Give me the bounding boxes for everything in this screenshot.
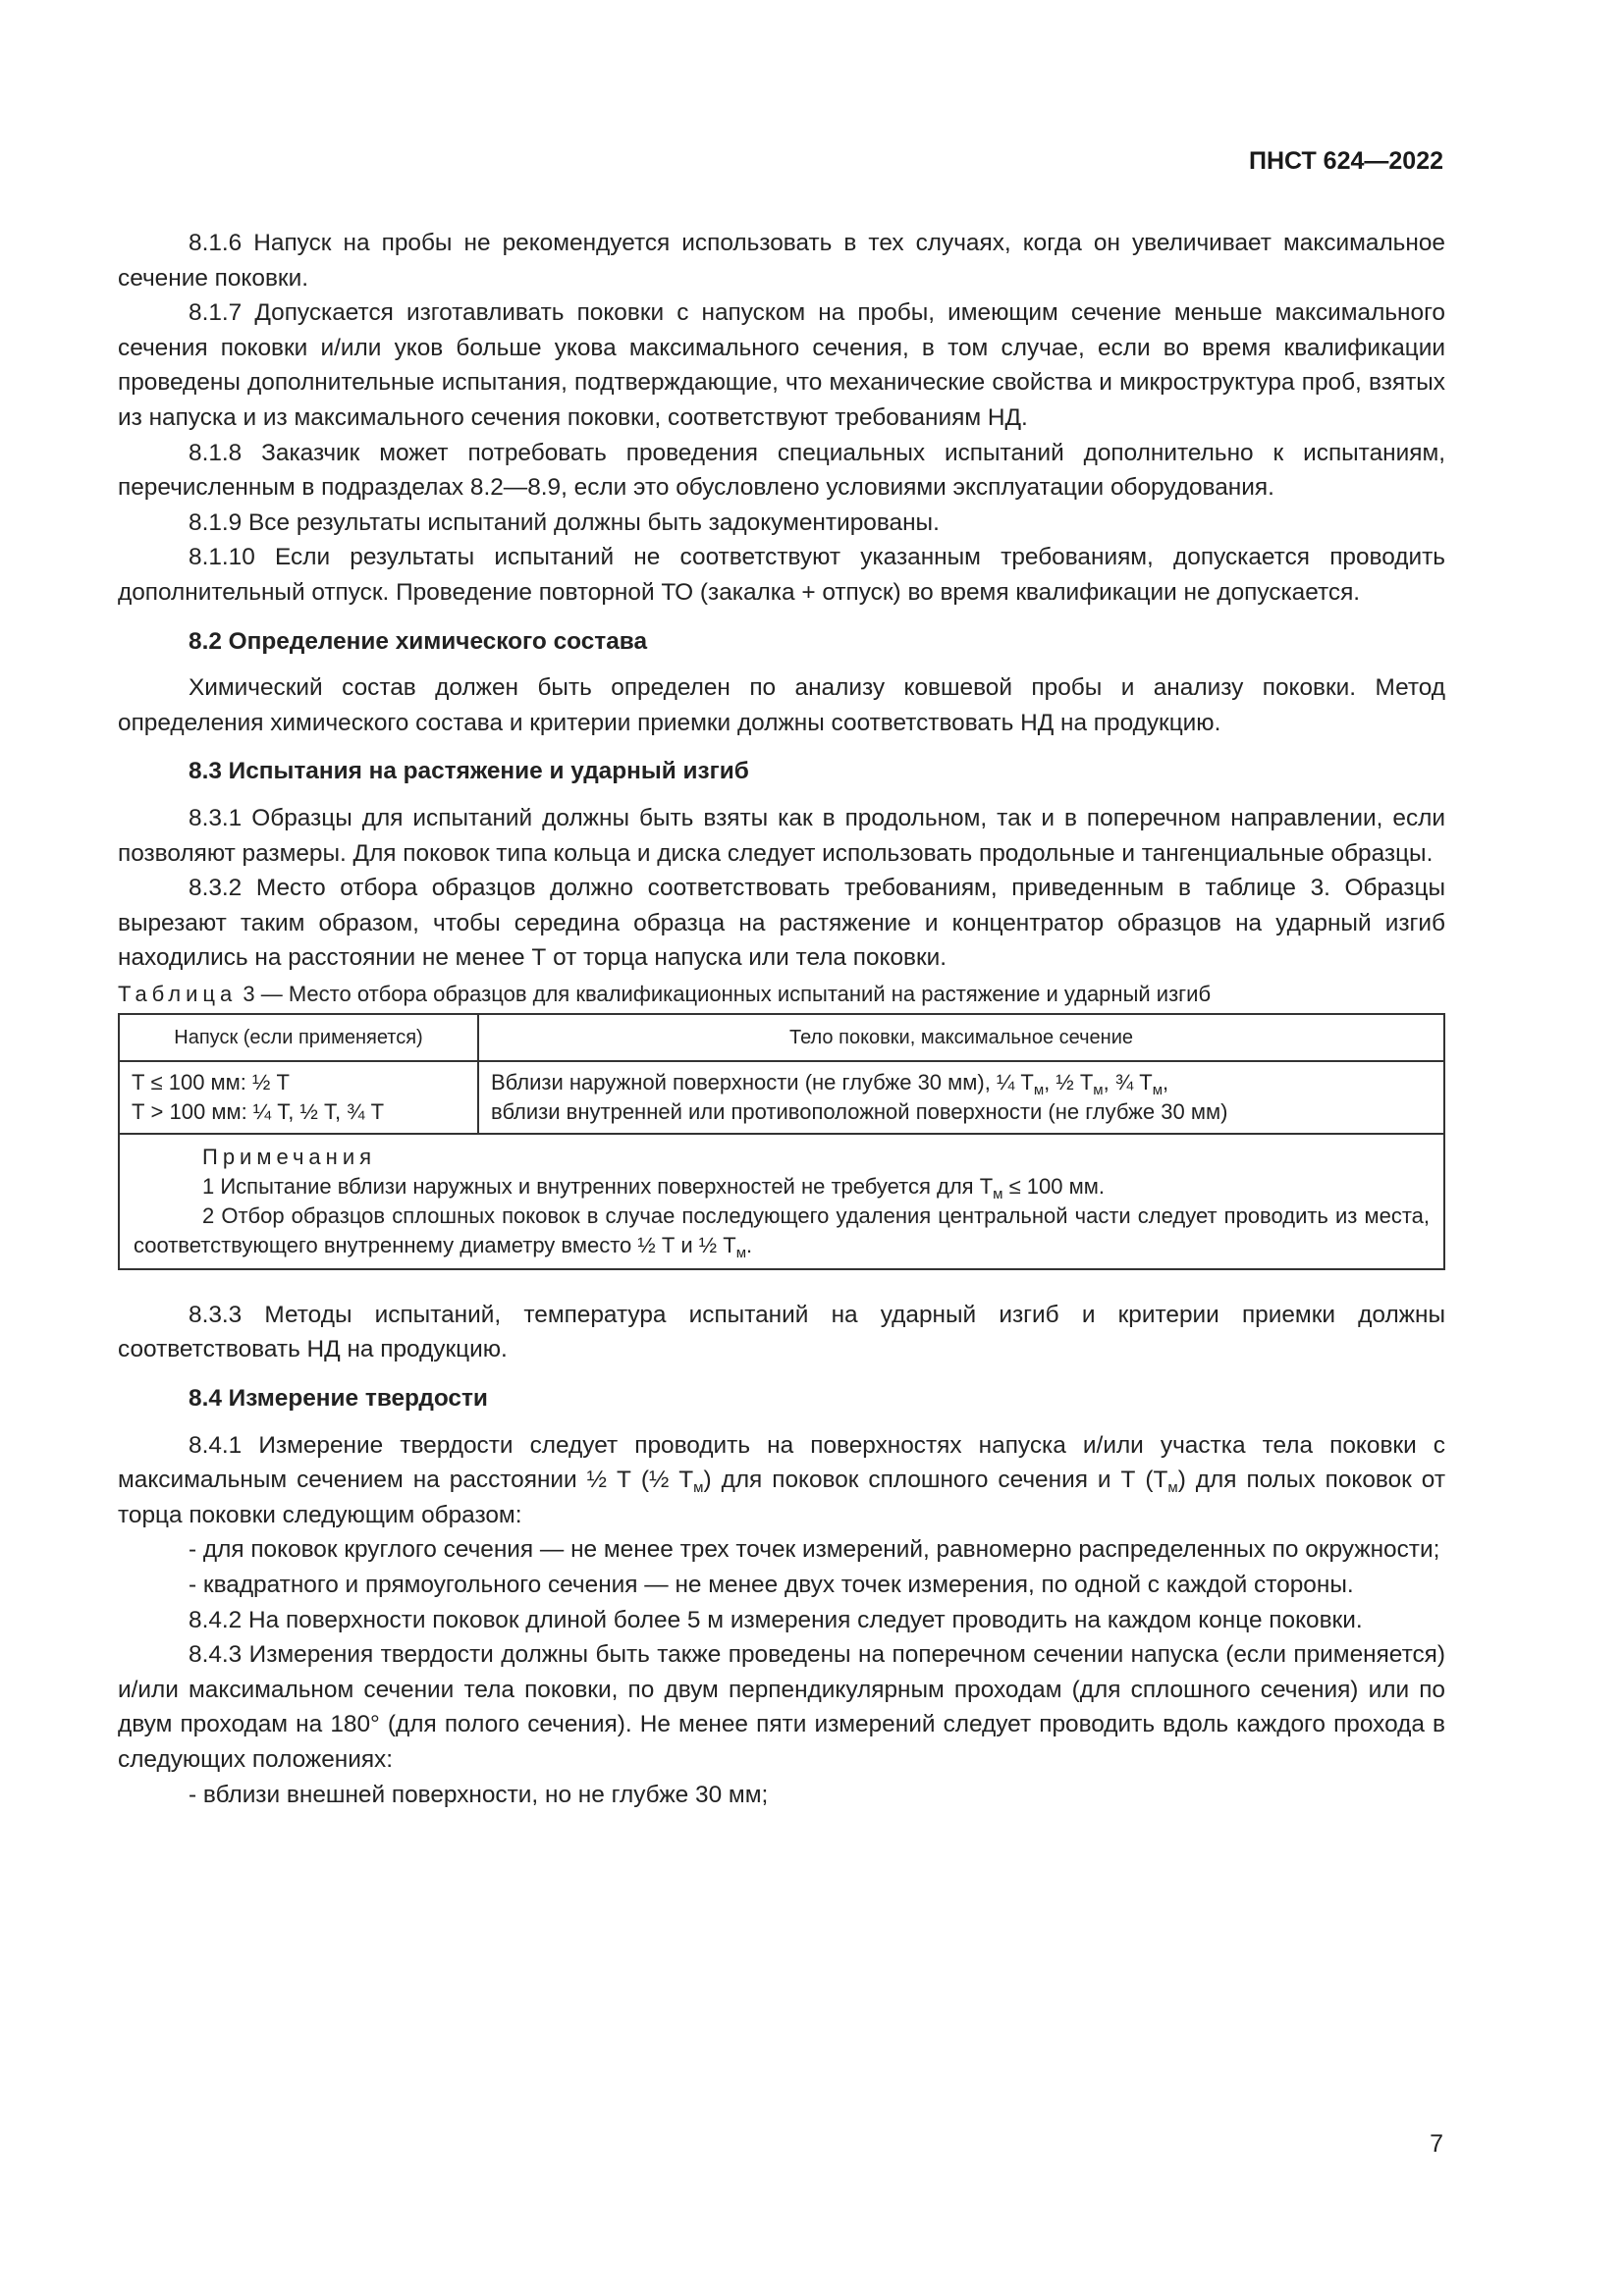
- paragraph-8-3-3: 8.3.3 Методы испытаний, температура испытаний на ударный изгиб и критерии приемки должны соответствовать НД на продукцию.: [118, 1301, 1445, 1363]
- page-number: 7: [1430, 2130, 1443, 2158]
- paragraph-8-2: Химический состав должен быть определен по анализу ковшевой пробы и анализу поковки. Метод определения химического состава и критерии приемки должны соответствовать НД на продукцию.: [118, 674, 1445, 736]
- table-header-allowance: Напуск (если применяется): [119, 1014, 478, 1061]
- table-caption-text: 3 — Место отбора образцов для квалификационных испытаний на растяжение и ударный изгиб: [243, 981, 1212, 1006]
- table-row: [119, 1061, 1444, 1134]
- notes-heading: Примечания: [202, 1144, 377, 1169]
- table-header-row: [119, 1014, 1444, 1061]
- allowance-line-1: Т ≤ 100 мм: ½ Т: [132, 1069, 290, 1095]
- section-heading-8-3: 8.3 Испытания на растяжение и ударный изгиб: [189, 758, 749, 785]
- table-caption: [118, 980, 1445, 1009]
- forging-body-line-2: вблизи внутренней или противоположной поверхности (не глубже 30 мм): [491, 1098, 1228, 1124]
- table-cell-allowance: [119, 1061, 478, 1134]
- page-content: [118, 226, 1445, 1812]
- table-notes-row: [119, 1134, 1444, 1269]
- paragraph-8-1-10: 8.1.10 Если результаты испытаний не соответствуют указанным требованиям, допускается проводить дополнительный отпуск. Проведение повторной ТО (закалка + отпуск) во время квалификации не допускается.: [118, 544, 1445, 606]
- paragraph-8-1-7: 8.1.7 Допускается изготавливать поковки с напуском на пробы, имеющим сечение меньше максимального сечения поковки и/или уков больше укова максимального сечения, в том случае, если во время квалификации проведены дополнительные испытания, подтверждающие, что механические свойства и микроструктура проб, взятых из напуска и из максимального сечения поковки, соответствуют требованиям НД.: [118, 299, 1445, 431]
- table-cell-forging-body: [478, 1061, 1444, 1134]
- paragraph-8-1-8: 8.1.8 Заказчик может потребовать проведения специальных испытаний дополнительно к испытаниям, перечисленным в подразделах 8.2—8.9, если это обусловлено условиями эксплуатации оборудования.: [118, 439, 1445, 502]
- paragraph-8-1-6: 8.1.6 Напуск на пробы не рекомендуется использовать в тех случаях, когда он увеличивает максимальное сечение поковки.: [118, 230, 1445, 292]
- table-caption-word: Таблица: [118, 981, 238, 1006]
- paragraph-8-4-3: 8.4.3 Измерения твердости должны быть также проведены на поперечном сечении напуска (если применяется) и/или максимальном сечении тела поковки, по двум перпендикулярным проходам (для сплошного сечения) или по двум проходам на 180° (для полого сечения). Не менее пяти измерений следует проводить вдоль каждого прохода в следующих положениях:: [118, 1641, 1445, 1773]
- list-item-rectangular-section: - квадратного и прямоугольного сечения — не менее двух точек измерения, по одной с каждой стороны.: [189, 1572, 1354, 1599]
- section-heading-8-2: 8.2 Определение химического состава: [189, 627, 648, 655]
- paragraph-8-1-9: 8.1.9 Все результаты испытаний должны быть задокументированы.: [189, 508, 940, 536]
- forging-body-line-1: Вблизи наружной поверхности (не глубже 30 мм), ¼ $Т_м$, ½ $Т_м$, ¾ $Т_м$,: [491, 1069, 1169, 1098]
- paragraph-8-3-1: 8.3.1 Образцы для испытаний должны быть взяты как в продольном, так и в поперечном направлении, если позволяют размеры. Для поковок типа кольца и диска следует использовать продольные и тангенциальные образцы.: [118, 804, 1445, 867]
- section-heading-8-4: 8.4 Измерение твердости: [189, 1385, 488, 1413]
- paragraph-8-4-1: 8.4.1 Измерение твердости следует проводить на поверхностях напуска и/или участка тела поковки с максимальным сечением на расстоянии ½ Т (½ $Т_м$) для поковок сплошного сечения и Т $(Т_м)$ для полых поковок от торца поковки следующим образом:: [118, 1431, 1445, 1528]
- paragraph-8-4-2: 8.4.2 На поверхности поковок длиной более 5 м измерения следует проводить на каждом конце поковки.: [189, 1606, 1363, 1633]
- table-header-forging-body: Тело поковки, максимальное сечение: [478, 1014, 1444, 1061]
- paragraph-8-3-2: 8.3.2 Место отбора образцов должно соответствовать требованиям, приведенным в таблице 3. Образцы вырезают таким образом, чтобы середина образца на растяжение и концентратор образцов на ударный изгиб находились на расстоянии не менее Т от торца напуска или тела поковки.: [118, 875, 1445, 972]
- note-1: 1 Испытание вблизи наружных и внутренних поверхностей не требуется для $Т_м \le 100$ мм.: [202, 1173, 1105, 1202]
- list-item-outer-surface: - вблизи внешней поверхности, но не глубже 30 мм;: [189, 1781, 769, 1808]
- table-notes: [119, 1134, 1444, 1269]
- table-3: [118, 1013, 1445, 1270]
- note-2: 2 Отбор образцов сплошных поковок в случае последующего удаления центральной части следует проводить из места, соответствующего внутреннему диаметру вместо ½ Т и ½ $Т_м$.: [134, 1202, 1430, 1261]
- document-number: ПНСТ 624—2022: [1249, 147, 1443, 175]
- allowance-line-2: Т > 100 мм: ¼ Т, ½ Т, ¾ Т: [132, 1098, 385, 1124]
- list-item-round-section: - для поковок круглого сечения — не менее трех точек измерений, равномерно распределенных по окружности;: [189, 1536, 1440, 1564]
